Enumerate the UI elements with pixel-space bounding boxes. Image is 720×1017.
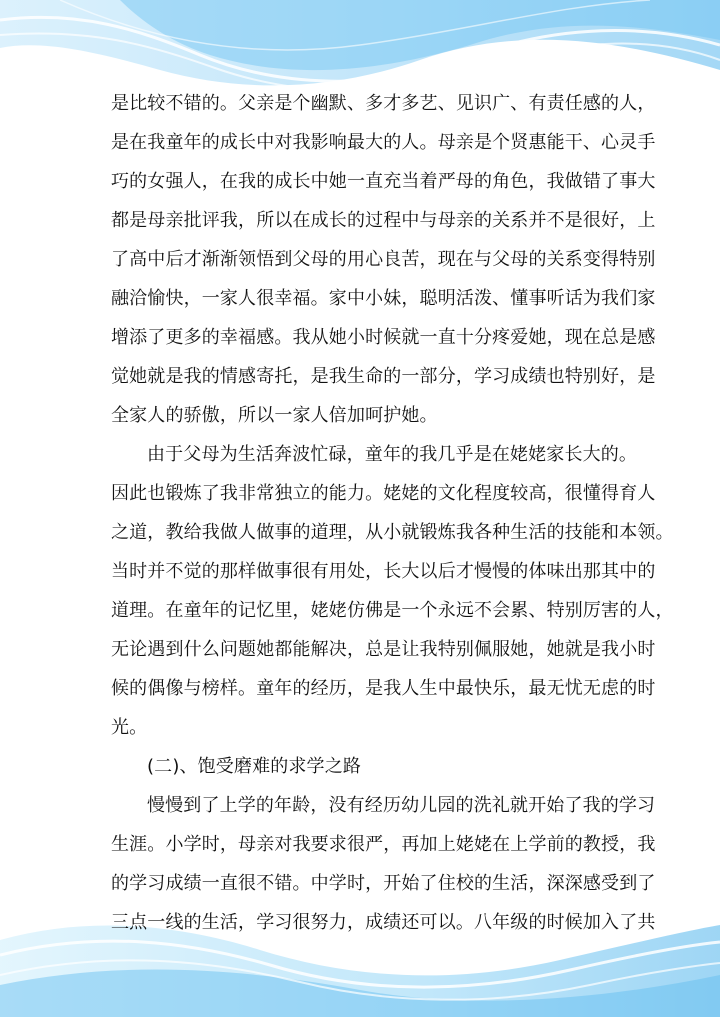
body-text-line: 候的偶像与榜样。童年的经历，是我人生中最快乐，最无忧无虑的时 (111, 678, 656, 699)
body-text-line: 是比较不错的。父亲是个幽默、多才多艺、见识广、有责任感的人， (111, 93, 656, 114)
body-text-line: 因此也锻炼了我非常独立的能力。姥姥的文化程度较高，很懂得育人 (111, 483, 656, 504)
body-text-line: 融洽愉快，一家人很幸福。家中小妹，聪明活泼、懂事听话为我们家 (111, 288, 656, 309)
body-text-line: 了高中后才渐渐领悟到父母的用心良苦，现在与父母的关系变得特别 (111, 249, 656, 270)
body-text-line: 都是母亲批评我，所以在成长的过程中与母亲的关系并不是很好，上 (111, 210, 656, 231)
body-text-line: 是在我童年的成长中对我影响最大的人。母亲是个贤惠能干、心灵手 (111, 132, 656, 153)
body-text-line: 生涯。小学时，母亲对我要求很严，再加上姥姥在上学前的教授，我 (111, 834, 656, 855)
body-text-line: 之道，教给我做人做事的道理，从小就锻炼我各种生活的技能和本领。 (111, 522, 674, 543)
body-text-line: 无论遇到什么问题她都能解决，总是让我特别佩服她，她就是我小时 (111, 639, 656, 660)
paragraph-first-line: 由于父母为生活奔波忙碌，童年的我几乎是在姥姥家长大的。 (147, 444, 638, 465)
body-text-line: 全家人的骄傲，所以一家人倍加呵护她。 (111, 405, 438, 426)
body-text-line: 觉她就是我的情感寄托，是我生命的一部分，学习成绩也特别好，是 (111, 366, 656, 387)
body-text-line: 道理。在童年的记忆里，姥姥仿佛是一个永远不会累、特别厉害的人， (111, 600, 674, 621)
body-text-line: 巧的女强人，在我的成长中她一直充当着严母的角色，我做错了事大 (111, 171, 656, 192)
section-heading: (二)、饱受磨难的求学之路 (147, 756, 361, 777)
body-text-line: 三点一线的生活，学习很努力，成绩还可以。八年级的时候加入了共 (111, 912, 656, 933)
body-text-line: 当时并不觉的那样做事很有用处，长大以后才慢慢的体味出那其中的 (111, 561, 656, 582)
paragraph-first-line: 慢慢到了上学的年龄，没有经历幼儿园的洗礼就开始了我的学习 (147, 795, 656, 816)
body-text-line: 的学习成绩一直很不错。中学时，开始了住校的生活，深深感受到了 (111, 873, 656, 894)
body-text-line: 增添了更多的幸福感。我从她小时候就一直十分疼爱她，现在总是感 (111, 327, 656, 348)
body-text-line: 光。 (111, 717, 148, 738)
